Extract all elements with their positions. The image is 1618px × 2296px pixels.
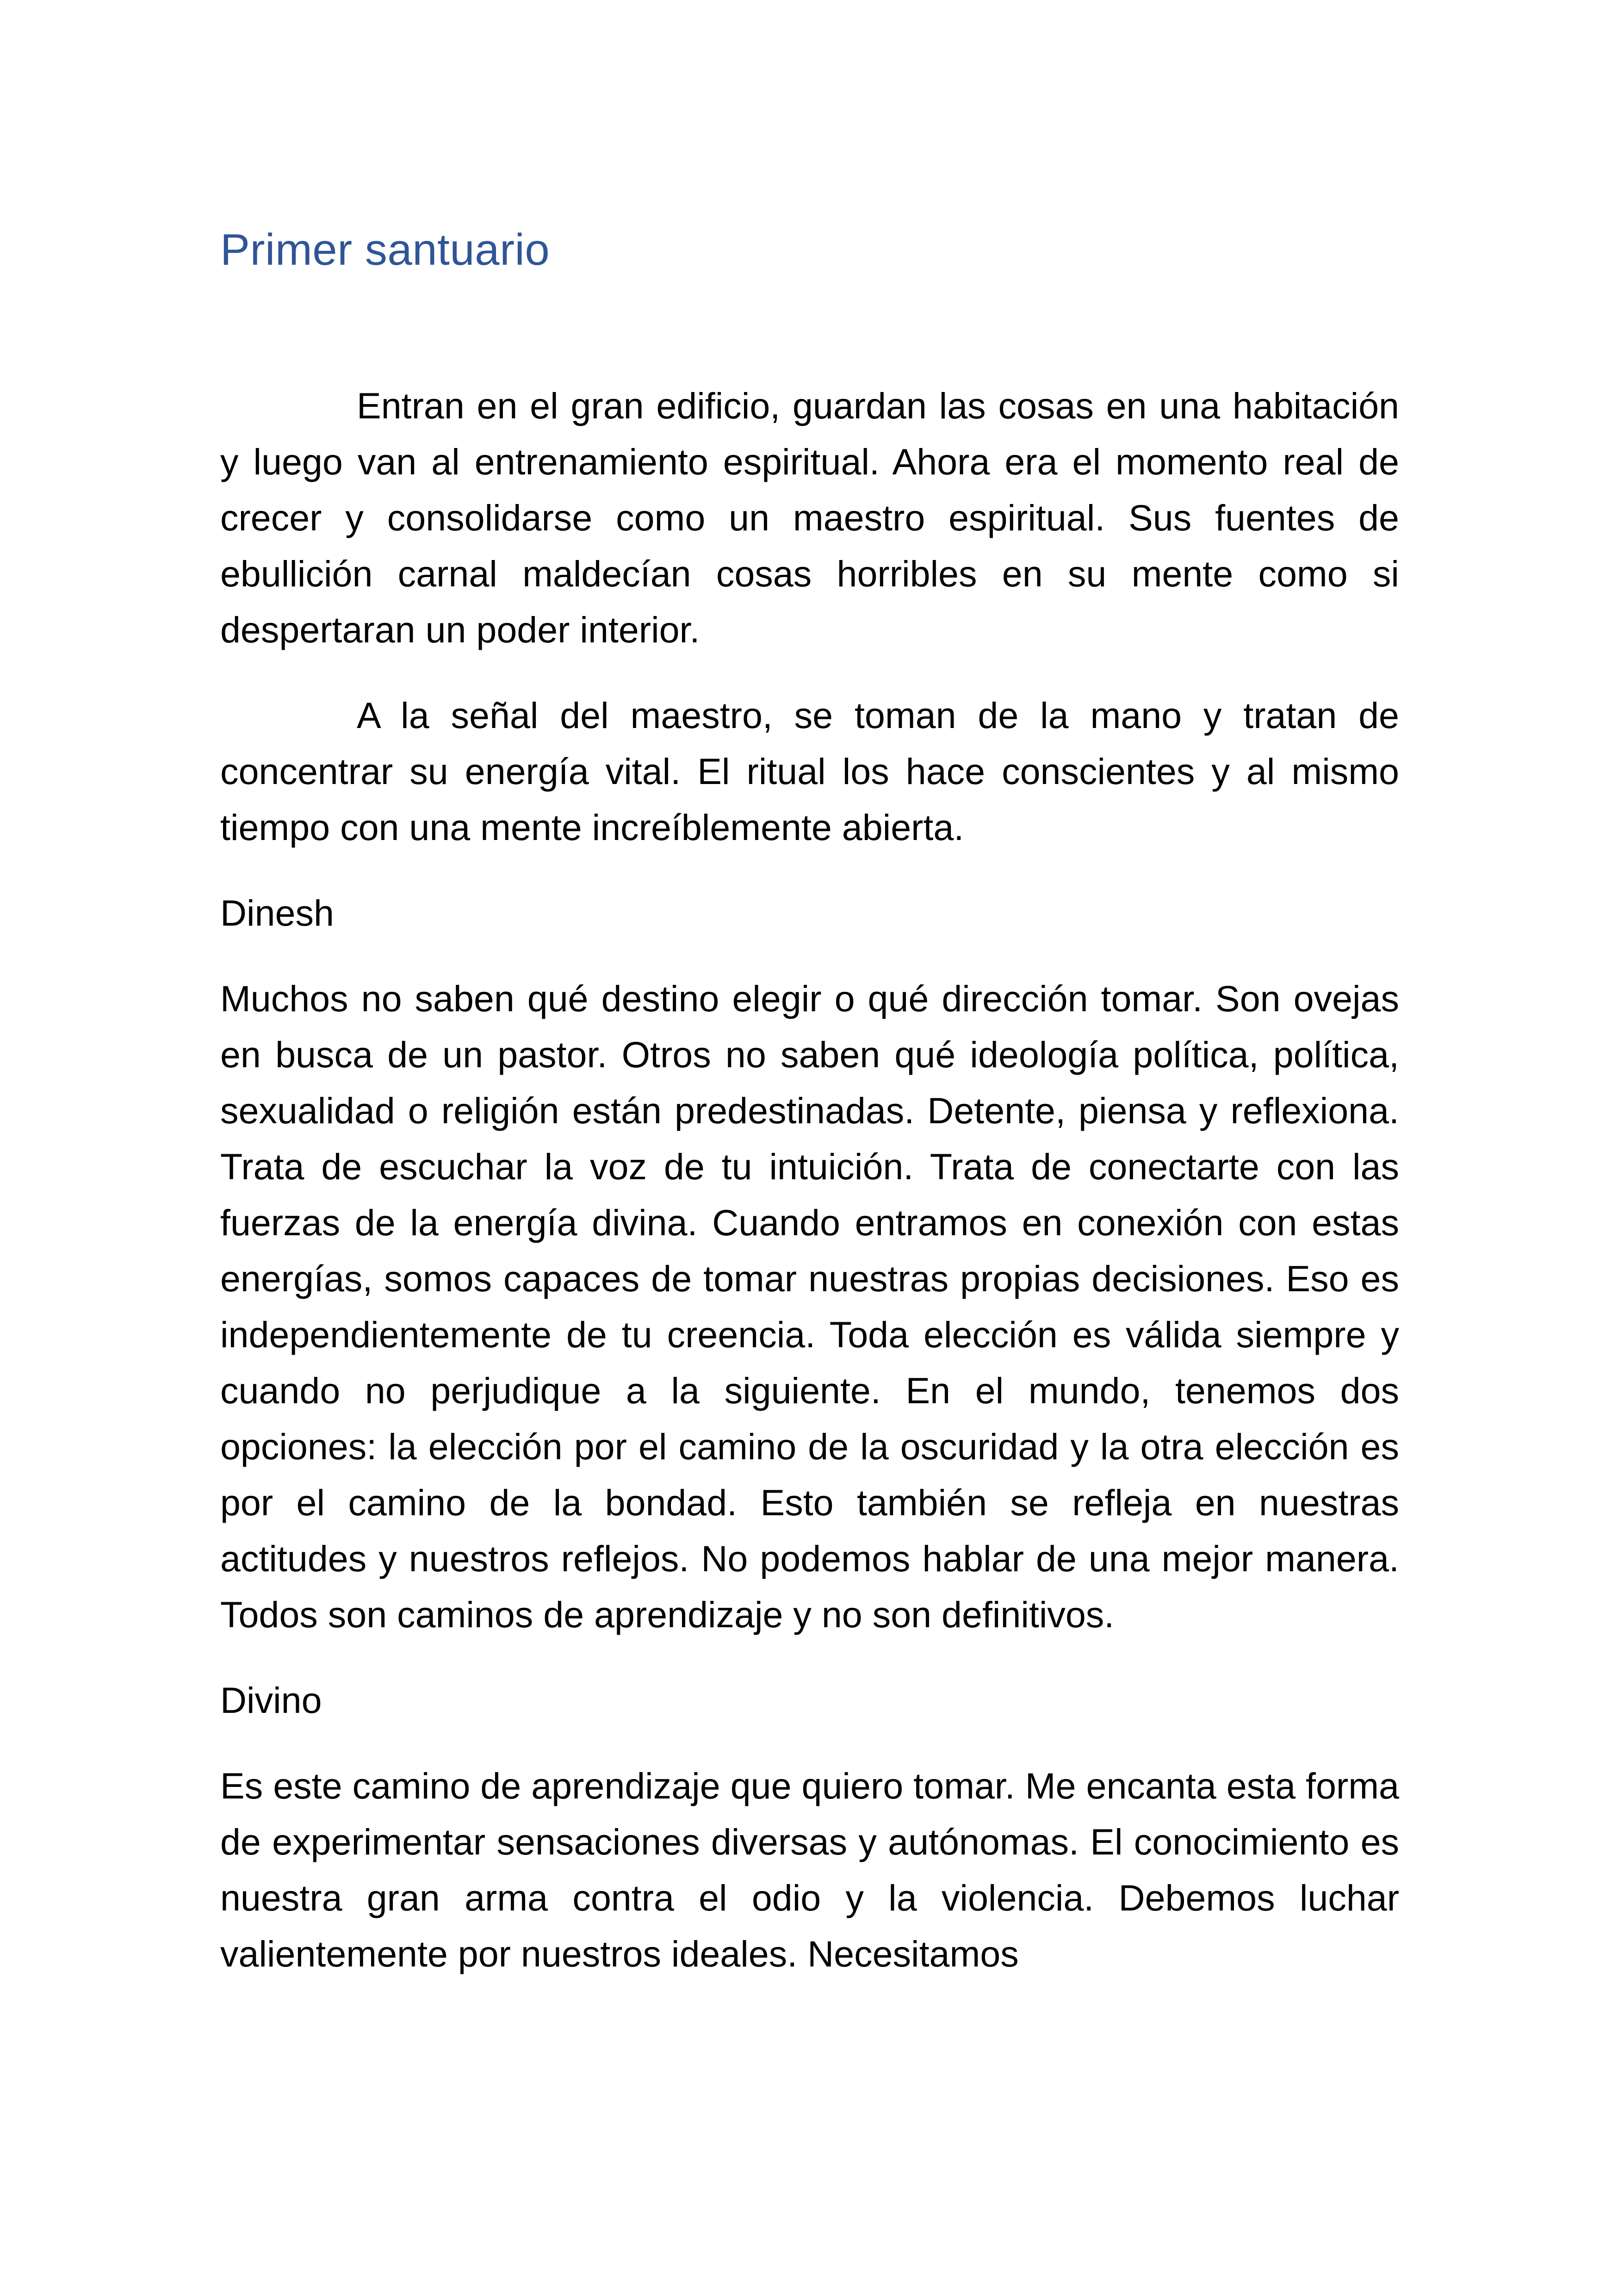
page-title: Primer santuario	[220, 225, 550, 274]
document-body	[220, 218, 1399, 2011]
narrative-paragraph: A la señal del maestro, se toman de la mano y tratan de concentrar su energía vital. El ritual los hace conscientes y al mismo tiempo con una mente increíblemente abierta.	[220, 695, 1399, 848]
dialogue-paragraph: Muchos no saben qué destino elegir o qué dirección tomar. Son ovejas en busca de un pastor. Otros no saben qué ideología política, política, sexualidad o religión están predestinadas. Detente, piensa y reflexiona. Trata de escuchar la voz de tu intuición. Trata de conectarte con las fuerzas de la energía divina. Cuando entramos en conexión con estas energías, somos capaces de tomar nuestras propias decisiones. Eso es independientemente de tu creencia. Toda elección es válida siempre y cuando no perjudique a la siguiente. En el mundo, tenemos dos opciones: la elección por el camino de la oscuridad y la otra elección es por el camino de la bondad. Esto también se refleja en nuestras actitudes y nuestros reflejos. No podemos hablar de una mejor manera. Todos son caminos de aprendizaje y no son definitivos.	[220, 978, 1399, 1635]
narrative-paragraph: Entran en el gran edificio, guardan las cosas en una habitación y luego van al entrenamiento espiritual. Ahora era el momento real de crecer y consolidarse como un maestro espiritual. Sus fuentes de ebullición carnal maldecían cosas horribles en su mente como si despertaran un poder interior.	[220, 385, 1399, 650]
speaker-name: Divino	[220, 1680, 322, 1721]
speaker-name: Dinesh	[220, 892, 334, 933]
dialogue-paragraph: Es este camino de aprendizaje que quiero tomar. Me encanta esta forma de experimentar sensaciones diversas y autónomas. El conocimiento es nuestra gran arma contra el odio y la violencia. Debemos luchar valientemente por nuestros ideales. Necesitamos	[220, 1765, 1399, 1974]
